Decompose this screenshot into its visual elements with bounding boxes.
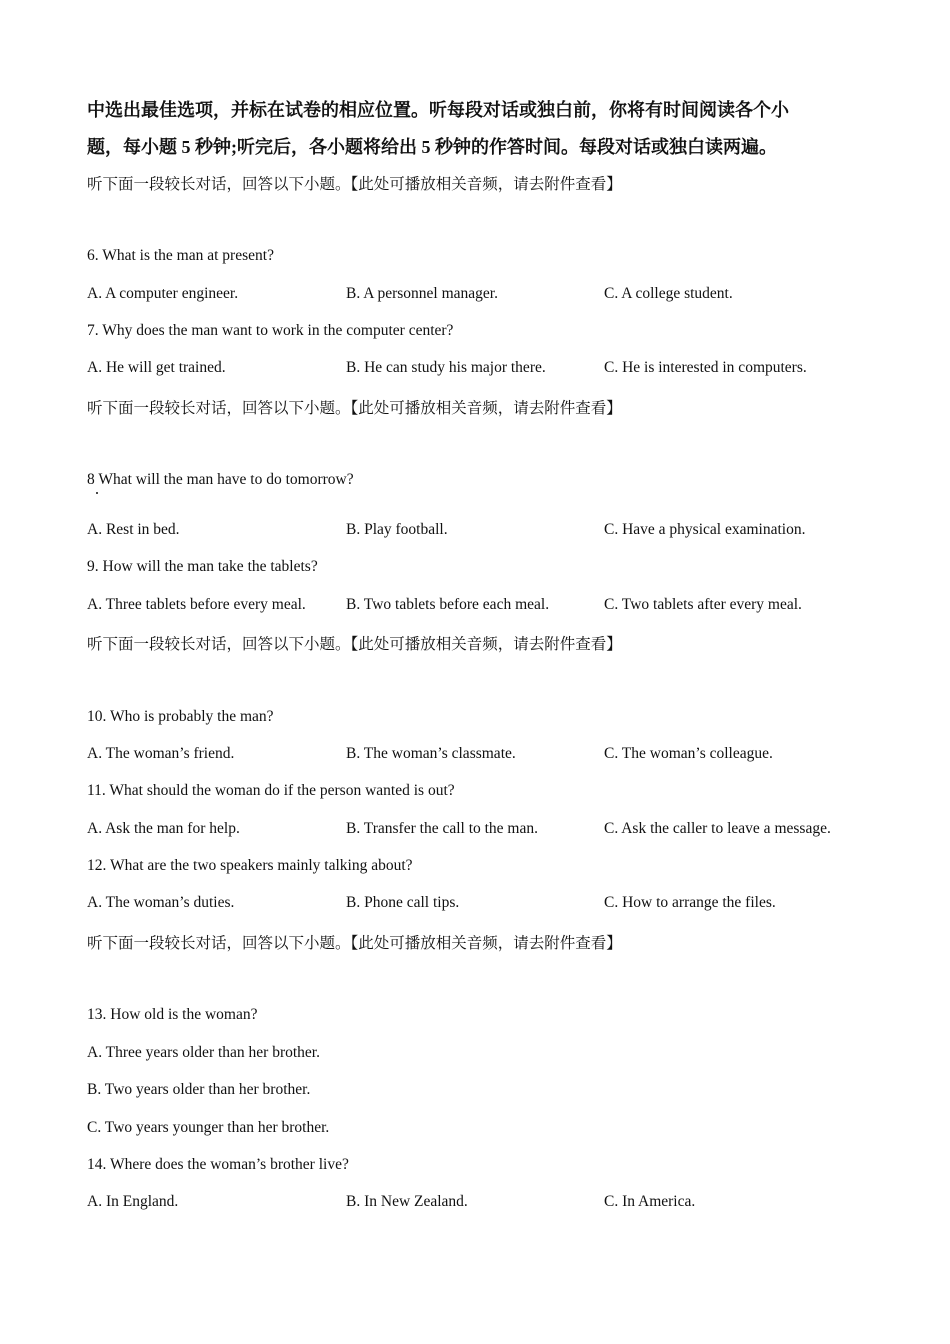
q6-option-a: A. A computer engineer. (87, 285, 239, 302)
q6-option-b: B. A personnel manager. (346, 285, 498, 302)
q14-option-b: B. In New Zealand. (346, 1193, 468, 1210)
audio-note: 听下面一段较长对话，回答以下小题。【此处可播放相关音频，请去附件查看】 (87, 636, 622, 653)
q13-option-c: C. Two years younger than her brother. (87, 1119, 330, 1136)
q10-option-a: A. The woman’s friend. (87, 745, 235, 762)
audio-note: 听下面一段较长对话，回答以下小题。【此处可播放相关音频，请去附件查看】 (87, 935, 622, 952)
q14-option-a: A. In England. (87, 1193, 179, 1210)
question-10: 10. Who is probably the man? (87, 708, 274, 725)
q8-option-c: C. Have a physical examination. (604, 521, 806, 538)
question-7: 7. Why does the man want to work in the computer center? (87, 322, 454, 339)
question-11: 11. What should the woman do if the person wanted is out? (87, 782, 455, 799)
q10-option-b: B. The woman’s classmate. (346, 745, 516, 762)
q9-option-c: C. Two tablets after every meal. (604, 596, 802, 613)
q8-option-a: A. Rest in bed. (87, 521, 180, 538)
audio-note: 听下面一段较长对话，回答以下小题。【此处可播放相关音频，请去附件查看】 (87, 176, 622, 193)
instructions-line-1: 中选出最佳选项，并标在试卷的相应位置。听每段对话或独白前，你将有时间阅读各个小 (87, 100, 789, 120)
q8-option-b: B. Play football. (346, 521, 448, 538)
q9-option-a: A. Three tablets before every meal. (87, 596, 306, 613)
q12-option-a: A. The woman’s duties. (87, 894, 235, 911)
q6-option-c: C. A college student. (604, 285, 733, 302)
audio-note: 听下面一段较长对话，回答以下小题。【此处可播放相关音频，请去附件查看】 (87, 400, 622, 417)
q12-option-c: C. How to arrange the files. (604, 894, 776, 911)
q9-option-b: B. Two tablets before each meal. (346, 596, 550, 613)
q11-option-b: B. Transfer the call to the man. (346, 820, 538, 837)
question-12: 12. What are the two speakers mainly talking about? (87, 857, 413, 874)
q11-option-c: C. Ask the caller to leave a message. (604, 820, 831, 837)
q7-option-c: C. He is interested in computers. (604, 359, 807, 376)
q13-option-b: B. Two years older than her brother. (87, 1081, 311, 1098)
question-8: 8 What will the man have to do tomorrow? (87, 471, 354, 488)
q7-option-a: A. He will get trained. (87, 359, 226, 376)
question-6: 6. What is the man at present? (87, 247, 274, 264)
q13-option-a: A. Three years older than her brother. (87, 1044, 320, 1061)
question-13: 13. How old is the woman? (87, 1006, 258, 1023)
q12-option-b: B. Phone call tips. (346, 894, 460, 911)
question-9: 9. How will the man take the tablets? (87, 558, 318, 575)
q14-option-c: C. In America. (604, 1193, 696, 1210)
instructions-line-2: 题，每小题 5 秒钟;听完后，各小题将给出 5 秒钟的作答时间。每段对话或独白读两遍。 (87, 137, 777, 157)
q7-option-b: B. He can study his major there. (346, 359, 546, 376)
question-14: 14. Where does the woman’s brother live? (87, 1156, 349, 1173)
q11-option-a: A. Ask the man for help. (87, 820, 240, 837)
q10-option-c: C. The woman’s colleague. (604, 745, 773, 762)
stray-dot (96, 492, 98, 494)
